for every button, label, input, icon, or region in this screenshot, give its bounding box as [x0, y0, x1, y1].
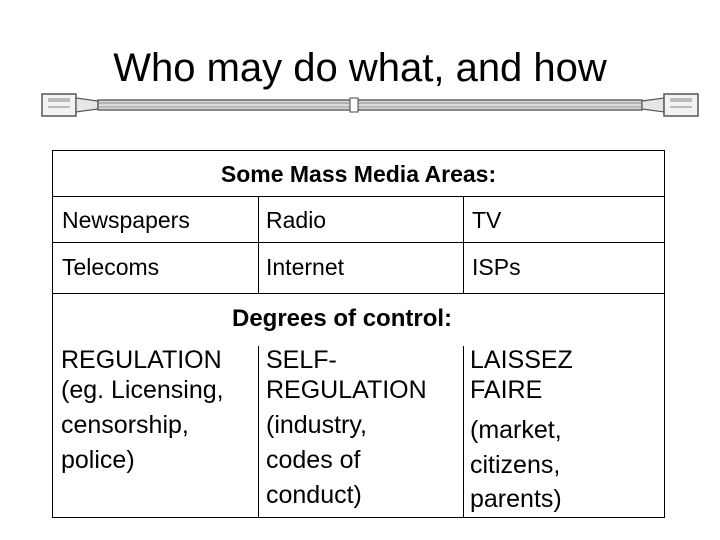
table-cell: Radio [266, 207, 327, 233]
table-divider [463, 196, 464, 293]
control-text: LAISSEZ [470, 346, 573, 374]
table-cell: ISPs [472, 254, 521, 280]
table-cell: TV [472, 207, 502, 233]
control-text: censorship, [61, 411, 189, 439]
control-text: parents) [470, 485, 562, 513]
control-text: conduct) [266, 481, 362, 509]
network-cable-divider [40, 88, 700, 124]
control-text: police) [61, 446, 135, 474]
control-header: Degrees of control: [232, 305, 453, 332]
control-text: REGULATION [266, 376, 427, 404]
table-divider [53, 196, 664, 197]
table-divider [463, 346, 464, 518]
table-cell: Telecoms [62, 254, 160, 280]
control-text: codes of [266, 446, 361, 474]
table-cell: Newspapers [62, 207, 190, 233]
table-divider [258, 346, 259, 518]
control-text: citizens, [470, 451, 561, 479]
slide-title: Who may do what, and how [113, 46, 607, 90]
control-text: (market, [470, 416, 562, 444]
areas-header: Some Mass Media Areas: [220, 161, 497, 187]
control-text: SELF- [266, 346, 337, 374]
table-divider [258, 196, 259, 293]
control-text: REGULATION [61, 346, 222, 374]
control-text: FAIRE [470, 376, 543, 404]
table-divider [53, 242, 664, 243]
table-divider [53, 293, 664, 294]
control-text: (industry, [266, 411, 367, 439]
control-text: (eg. Licensing, [61, 376, 224, 404]
mass-media-table [52, 150, 665, 518]
table-cell: Internet [266, 254, 344, 280]
